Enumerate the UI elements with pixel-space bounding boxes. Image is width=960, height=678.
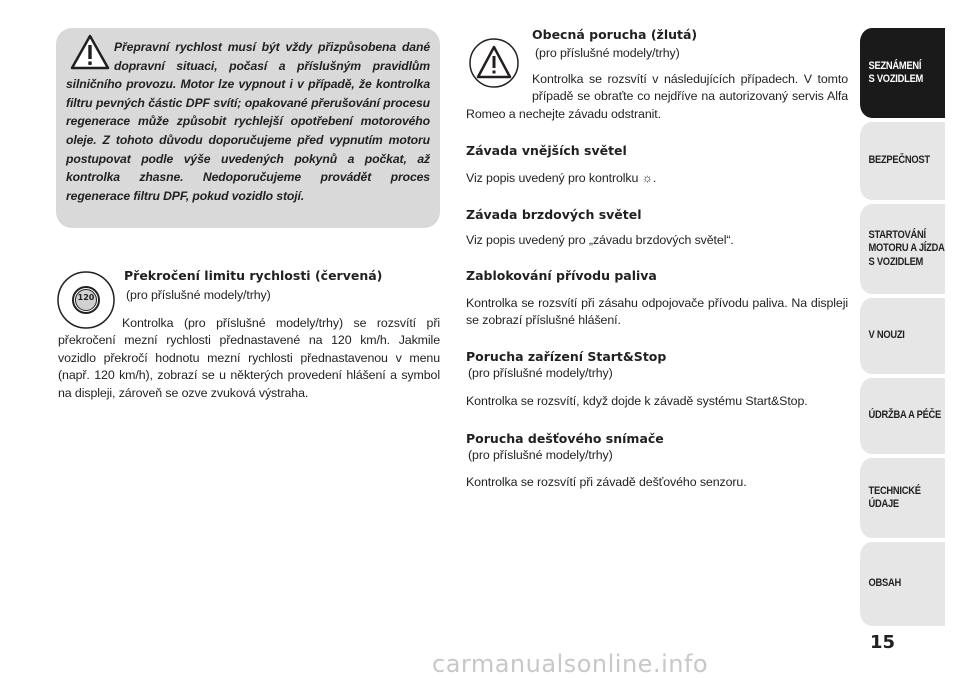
section-text-start-stop: Kontrolka se rozsvítí, když dojde k závadě systému Start&Stop.: [466, 394, 808, 408]
tab-label: ÚDRŽBA A PÉČE: [868, 409, 942, 422]
tab-startovani-motoru[interactable]: [860, 204, 945, 294]
warning-text: [66, 38, 430, 205]
tab-obsah[interactable]: [860, 542, 945, 626]
general-fault-body-content: Kontrolka se rozsvítí v následujících případech. V tomto případě se obraťte co nejdříve na autorizovaný servis Alfa Romeo a nechejte závadu odstranit.: [466, 72, 848, 121]
section-subtitle-start-stop: (pro příslušné modely/trhy): [468, 366, 613, 380]
section-text-fuel-cutoff: Kontrolka se rozsvítí při zásahu odpojovače přívodu paliva. Na displeji se zobrazí příslušné hlášení.: [466, 296, 848, 328]
tab-bezpecnost[interactable]: [860, 122, 945, 200]
section-text-exterior-lights: Viz popis uvedený pro kontrolku ☼.: [466, 171, 657, 185]
general-fault-title: Obecná porucha (žlutá): [532, 27, 698, 42]
general-fault-body: [466, 71, 848, 123]
speed-limit-body-content: Kontrolka (pro příslušné modely/trhy) se rozsvítí při překročení mezní rychlosti přednastavené na 120 km/h. Jakmile vozidlo překročí hodnotu mezní rychlosti přednastavenou v menu (např. 120 km/h), zobrazí se u některých provedení hlášení a symbol na displeji, zároveň se ozve zvuková výstraha.: [58, 316, 440, 400]
section-title-fuel-cutoff: Zablokování přívodu paliva: [466, 268, 657, 283]
speed-limit-title: Překročení limitu rychlosti (červená): [124, 268, 383, 283]
tab-label: SEZNÁMENÍ S VOZIDLEM: [868, 59, 924, 85]
general-fault-subtitle: (pro příslušné modely/trhy): [535, 46, 680, 60]
section-title-start-stop: Porucha zařízení Start&Stop: [466, 349, 667, 364]
section-text-brake-lights: Viz popis uvedený pro „závadu brzdových světel“.: [466, 233, 734, 247]
tab-technicke-udaje[interactable]: [860, 458, 945, 538]
section-title-brake-lights: Závada brzdových světel: [466, 207, 642, 222]
page-number: 15: [870, 632, 896, 653]
tab-seznameni-s-vozidlem[interactable]: [860, 28, 945, 118]
section-title-rain-sensor: Porucha dešťového snímače: [466, 431, 664, 446]
tab-label: BEZPEČNOST: [868, 154, 930, 167]
section-subtitle-rain-sensor: (pro příslušné modely/trhy): [468, 448, 613, 462]
tab-label: V NOUZI: [868, 329, 905, 342]
watermark: carmanualsonline.info: [432, 650, 709, 678]
speed-limit-subtitle: (pro příslušné modely/trhy): [126, 288, 271, 302]
tab-label: TECHNICKÉ ÚDAJE: [868, 484, 921, 510]
tab-label: STARTOVÁNÍ MOTORU A JÍZDA S VOZIDLEM: [868, 228, 945, 268]
tab-udrzba-a-pece[interactable]: [860, 378, 945, 454]
tab-label: OBSAH: [868, 577, 901, 590]
warning-text-content: Přepravní rychlost musí být vždy přizpůsobena dané dopravní situaci, počasí a příslušným pravidlům silničního provozu. Motor lze vypnout i v případě, že kontrolka filtru pevných částic DPF svítí; opakované přerušování procesu regenerace může způsobit rychlejší opotřebení motorového oleje. Z tohoto důvodu doporučujeme před vypnutím motoru postupovat podle výše uvedených pokynů a počkat, až kontrolka zhasne. Nedoporučujeme provádět proces regenerace filtru DPF, pokud vozidlo stojí.: [66, 40, 430, 203]
speed-limit-body: [58, 315, 440, 402]
section-text-rain-sensor: Kontrolka se rozsvítí při závadě dešťového senzoru.: [466, 475, 747, 489]
tab-v-nouzi[interactable]: [860, 298, 945, 374]
speed-limit-icon-label: 120: [77, 293, 95, 302]
section-title-exterior-lights: Závada vnějších světel: [466, 143, 627, 158]
